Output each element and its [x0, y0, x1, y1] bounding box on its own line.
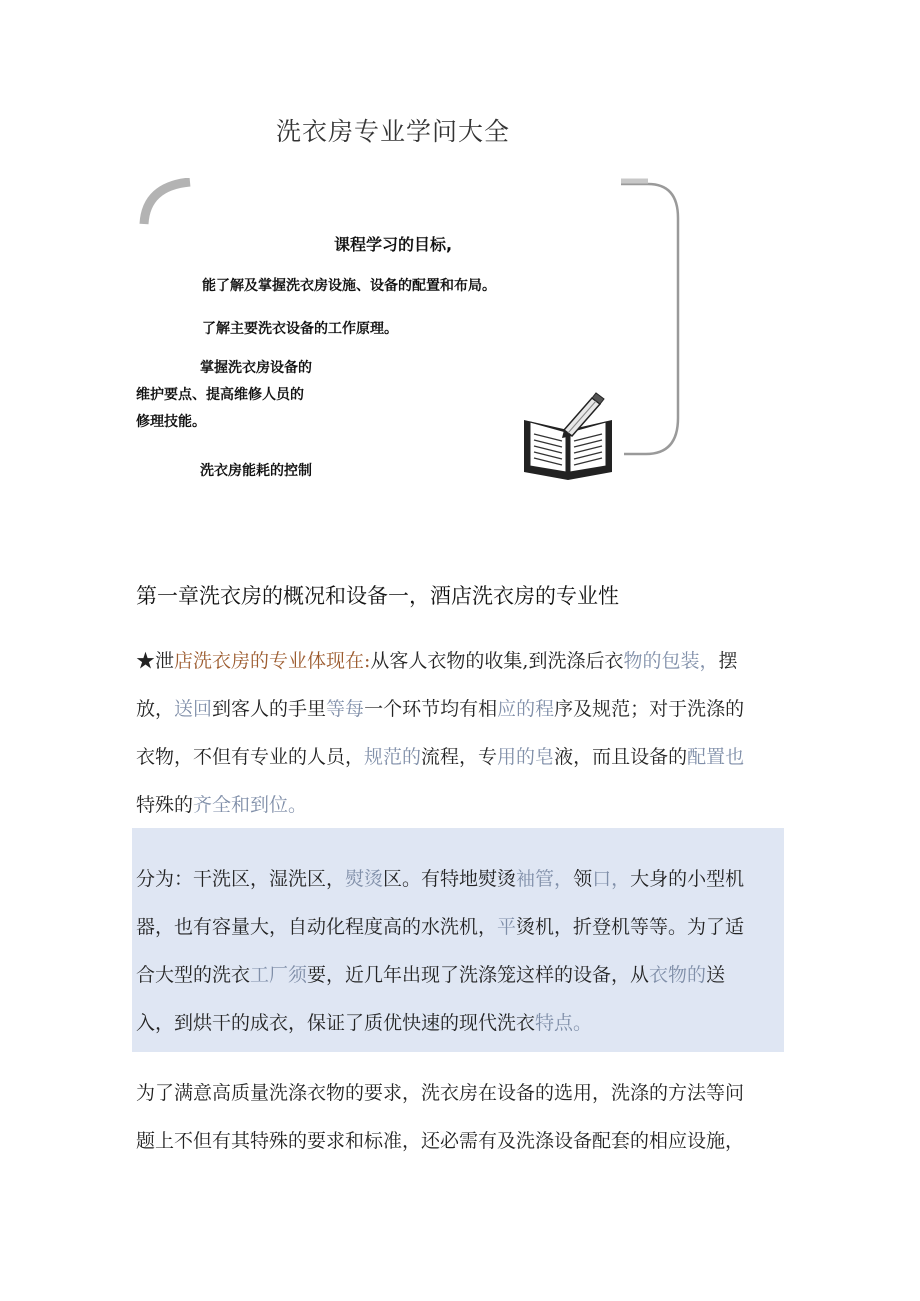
- goal-item-3-line3: 修理技能。: [136, 414, 206, 430]
- para2-line3: 合大型的洗衣工厂须要，近几年出现了洗涤笼这样的设备，从衣物的送: [136, 964, 726, 986]
- para1-line2: 放，送回到客人的手里等每一个环节均有相应的程序及规范；对于洗涤的: [136, 698, 745, 720]
- goal-item-4: 洗衣房能耗的控制: [200, 463, 312, 479]
- paragraph-professionalism: [136, 637, 784, 829]
- para2-line2: 器，也有容量大，自动化程度高的水洗机，平烫机，折登机等等。为了适: [136, 916, 745, 938]
- para3-line2: 题上不但有其特殊的要求和标准，还必需有及洗涤设备配套的相应设施，: [136, 1130, 745, 1152]
- chapter-heading: 第一章洗衣房的概况和设备一，酒店洗衣房的专业性: [136, 584, 619, 608]
- goal-item-1: 能了解及掌握洗衣房设施、设备的配置和布局。: [202, 278, 496, 294]
- document-title: 洗衣房专业学问大全: [276, 117, 511, 146]
- paragraph-requirements: [136, 1069, 784, 1165]
- goal-item-3-line1: 掌握洗衣房设备的: [200, 360, 312, 376]
- para2-line4: 入，到烘干的成衣，保证了质优快速的现代洗衣特点。: [136, 1012, 593, 1034]
- goal-item-2: 了解主要洗衣设备的工作原理。: [202, 321, 398, 337]
- frame-bracket-right: [621, 184, 678, 454]
- goals-heading: 课程学习的目标,: [334, 235, 453, 254]
- paragraph-zones: [136, 855, 784, 1047]
- para1-line1: ★泄店洗衣房的专业体现在:从客人衣物的收集,到洗涤后衣物的包装，摆: [136, 650, 738, 672]
- goal-item-3-line2: 维护要点、提高维修人员的: [136, 387, 304, 403]
- para1-line4: 特殊的齐全和到位。: [136, 794, 308, 816]
- para3-line1: 为了满意高质量洗涤衣物的要求，洗衣房在设备的选用，洗涤的方法等问: [136, 1082, 745, 1104]
- book-pencil-icon: [520, 390, 620, 484]
- frame-corner-left: [144, 182, 190, 224]
- para2-line1: 分为：干洗区，湿洗区，熨烫区。有特地熨烫袖管，领口，大身的小型机: [136, 868, 745, 890]
- para1-line3: 衣物，不但有专业的人员，规范的流程，专用的皂液，而且设备的配置也: [136, 746, 745, 768]
